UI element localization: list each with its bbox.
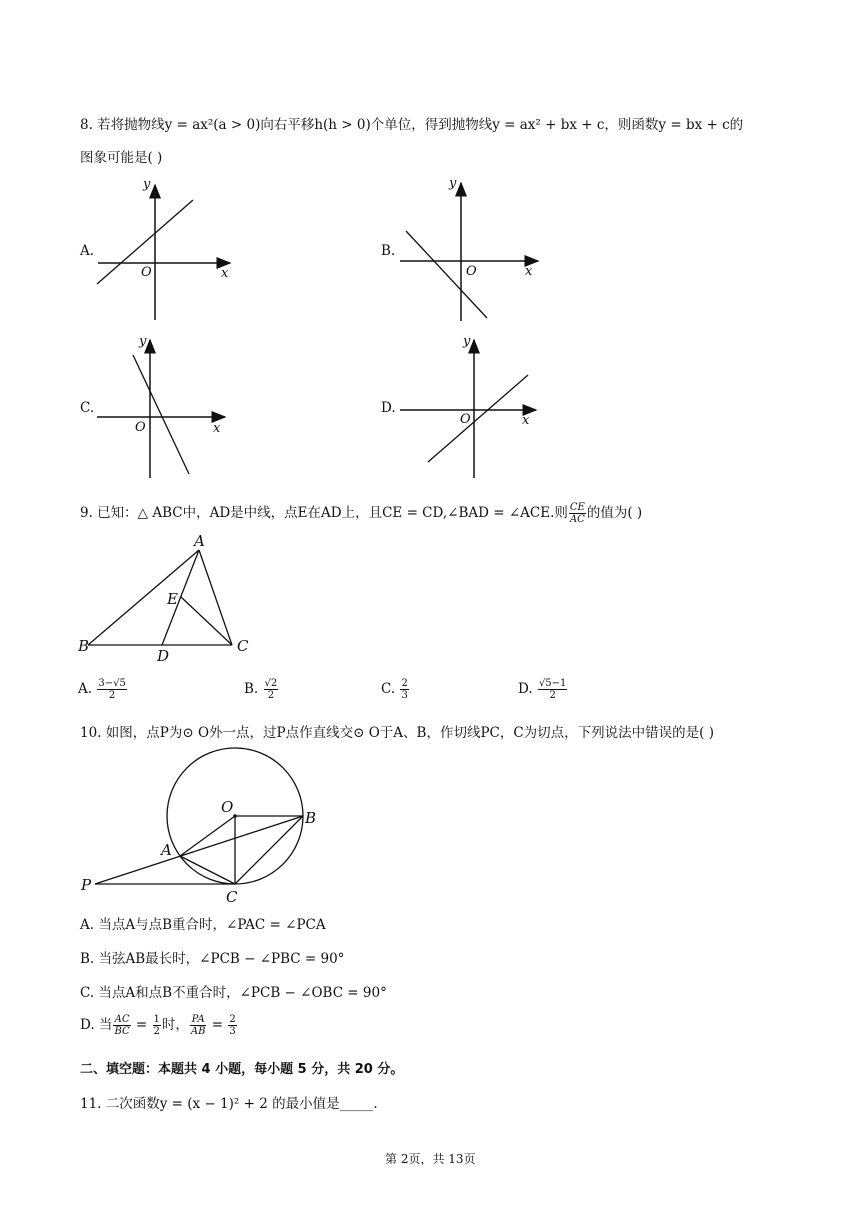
q9-option-d [518, 678, 568, 701]
q8-graph-d [398, 333, 543, 481]
frac-num: 2 [229, 1014, 236, 1025]
point-d-label: D [157, 647, 170, 665]
q10-option-d [80, 1013, 238, 1037]
equals: = [207, 1017, 228, 1033]
option-label: B. [244, 681, 259, 697]
graph-line [428, 375, 528, 462]
q9-triangle-figure [75, 530, 265, 665]
x-label: x [213, 421, 221, 436]
q10-option-b: B. 当弦AB最长时，∠PCB − ∠PBC = 90° [80, 951, 345, 967]
point-a-label: A [194, 532, 205, 550]
frac-num: 1 [153, 1014, 160, 1025]
option-prefix: D. 当 [80, 1017, 113, 1033]
frac-ac-bc [113, 1014, 130, 1037]
origin-label: O [466, 264, 477, 279]
frac-den: 3 [401, 690, 408, 701]
q11-stem: 11. 二次函数y = (x − 1)² + 2 的最小值是_____. [80, 1096, 378, 1112]
frac-den: BC [114, 1026, 130, 1037]
option-fraction [538, 678, 567, 701]
q10-option-a: A. 当点A与点B重合时，∠PAC = ∠PCA [80, 917, 326, 933]
point-a-label: A [161, 841, 172, 859]
point-c-label: C [226, 888, 238, 906]
q10-circle-figure [75, 745, 335, 910]
y-label: y [463, 334, 471, 349]
option-fraction [97, 678, 126, 701]
q8-graph-c [95, 333, 235, 481]
graph-line [133, 355, 189, 474]
point-p-label: P [81, 876, 92, 894]
segment-ao [180, 816, 235, 856]
frac-den: 2 [549, 690, 556, 701]
option-mid: 时， [161, 1017, 189, 1033]
q8-graph-b [398, 176, 543, 326]
q8-option-c-label: C. [80, 400, 95, 416]
point-c-label: C [237, 637, 249, 655]
frac-den: 2 [267, 690, 275, 701]
segment-ac [180, 856, 235, 884]
q8-option-b-label: B. [381, 243, 396, 259]
segment-ac [199, 550, 232, 645]
section-heading: 二、填空题：本题共 4 小题，每小题 5 分，共 20 分。 [80, 1062, 404, 1077]
q8-graph-a [95, 178, 235, 323]
frac-one-half [153, 1014, 161, 1037]
q9-fraction [569, 502, 586, 525]
option-fraction [264, 678, 279, 701]
equals: = [131, 1017, 152, 1033]
option-label: D. [518, 681, 533, 697]
q10-option-c: C. 当点A和点B不重合时，∠PCB − ∠OBC = 90° [80, 985, 387, 1001]
frac-pa-ab [190, 1014, 207, 1037]
frac-two-thirds [228, 1014, 236, 1037]
frac-num: PA [191, 1014, 205, 1025]
frac-den: 3 [229, 1026, 236, 1037]
q9-option-c [381, 678, 410, 701]
q8-stem-line2: 图象可能是( ) [80, 150, 163, 166]
frac-num: 2 [401, 678, 408, 689]
x-label: x [221, 266, 229, 281]
x-label: x [525, 264, 533, 279]
q10-stem: 10. 如图，点P为⊙ O外一点，过P点作直线交⊙ O于A、B，作切线PC，C为切点，下列说法中错误的是( ) [80, 725, 715, 741]
q8-stem-line1: 8. 若将抛物线y = ax²(a > 0)向右平移h(h > 0)个单位，得到抛物线y = ax² + bx + c，则函数y = bx + c的 [80, 117, 744, 133]
frac-num: 3−√5 [98, 678, 126, 689]
q9-option-b [244, 678, 279, 701]
center-point [233, 814, 237, 818]
point-b-label: B [78, 637, 90, 655]
frac-num: √2 [264, 678, 278, 689]
y-label: y [139, 334, 147, 349]
point-o-label: O [221, 798, 234, 816]
frac-den: 2 [153, 1026, 160, 1037]
point-b-label: B [305, 809, 317, 827]
q9-stem-text: 9. 已知：△ ABC中，AD是中线，点E在AD上，且CE = CD,∠BAD = ∠ACE.则 [80, 505, 568, 521]
frac-num: AC [114, 1014, 130, 1025]
origin-label: O [141, 265, 152, 280]
origin-label: O [460, 412, 471, 427]
q9-option-a [78, 678, 128, 701]
page-footer: 第 2页，共 13页 [385, 1152, 476, 1166]
x-label: x [522, 413, 530, 428]
segment-cb [235, 816, 303, 884]
option-label: A. [78, 681, 93, 697]
q8-option-d-label: D. [381, 400, 396, 416]
point-e-label: E [167, 590, 178, 608]
y-label: y [143, 177, 151, 192]
origin-label: O [135, 420, 146, 435]
frac-den: 2 [108, 690, 116, 701]
y-label: y [449, 176, 457, 191]
q9-stem-end: 的值为( ) [586, 505, 643, 521]
option-fraction [400, 678, 408, 701]
frac-num: CE [569, 502, 585, 513]
frac-den: AC [569, 514, 585, 525]
option-label: C. [381, 681, 396, 697]
q8-option-a-label: A. [80, 243, 95, 259]
frac-den: AB [190, 1026, 206, 1037]
q9-stem [80, 501, 642, 525]
frac-num: √5−1 [538, 678, 567, 689]
